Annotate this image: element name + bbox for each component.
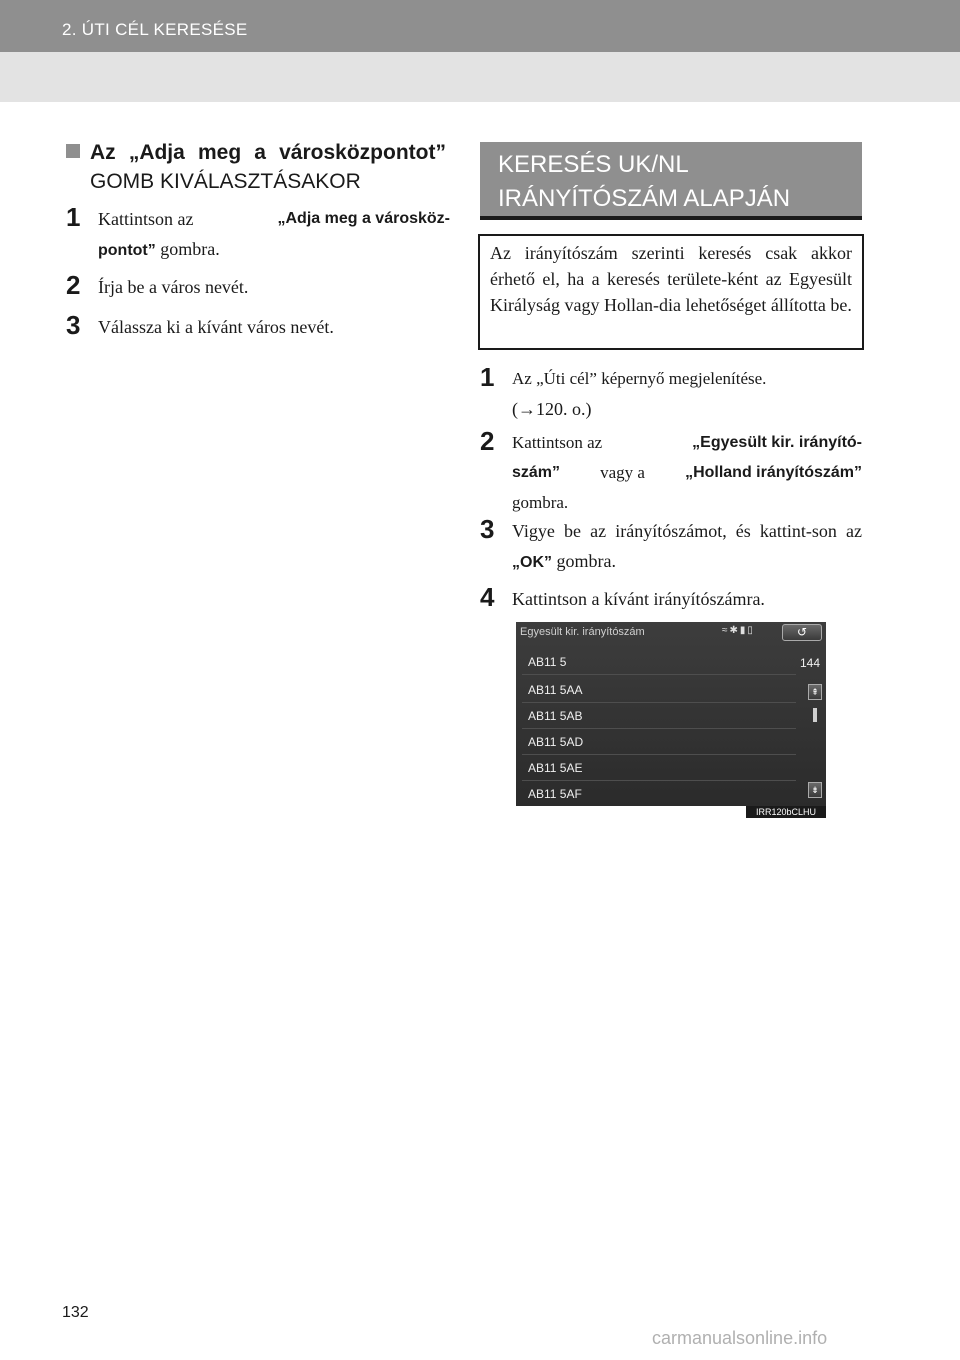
- nav-screenshot: [516, 622, 826, 806]
- step-number: 2: [66, 270, 81, 300]
- step-button-name: pontot”: [98, 242, 156, 259]
- wifi-icon: ≈: [722, 625, 730, 636]
- step-number: 1: [480, 362, 495, 392]
- step-text: Vigye be az irányítószámot, és kattint-son az: [512, 521, 862, 541]
- step-page-reference: (→120. o.): [512, 399, 592, 419]
- note-box: Az irányítószám szerinti keresés csak akkor érhető el, ha a keresés területe-ként az Egyesült Királyság vagy Hollan-dia lehetőséget állította be.: [478, 234, 864, 350]
- postcode-label: AB11 5AD: [528, 735, 584, 749]
- heading-word: „Adja: [128, 141, 185, 164]
- scroll-down-button[interactable]: [808, 782, 822, 798]
- postcode-list-item[interactable]: [522, 756, 796, 781]
- subsection-heading: [66, 138, 446, 196]
- step-number: 3: [66, 310, 81, 340]
- battery-icon: ▯: [747, 625, 755, 636]
- step-button-name: szám”: [512, 464, 561, 481]
- chapter-title: 2. ÚTI CÉL KERESÉSE: [62, 20, 248, 39]
- step-number: 3: [480, 514, 495, 544]
- right-step-4: [480, 584, 862, 614]
- postcode-label: AB11 5AE: [528, 761, 583, 775]
- postcode-list-item[interactable]: [522, 730, 796, 755]
- heading-line-2: GOMB KIVÁLASZTÁSAKOR: [90, 170, 361, 193]
- left-step-1: [66, 204, 450, 266]
- step-text: Az „Úti cél” képernyő megjelenítése.: [512, 369, 767, 388]
- step-button-name: „Holland irányítószám”: [685, 464, 862, 481]
- postcode-label: AB11 5AA: [528, 683, 583, 697]
- scrollbar-thumb[interactable]: [813, 708, 817, 722]
- step-text: gombra.: [155, 239, 220, 259]
- right-step-2: [480, 428, 862, 518]
- page-number: 132: [62, 1304, 89, 1321]
- heading-word: városközpontot”: [279, 141, 446, 164]
- step-button-name: „OK”: [512, 554, 552, 571]
- signal-icon: ▮: [739, 625, 748, 636]
- screen-title: Egyesült kir. irányítószám: [520, 626, 645, 638]
- step-text: gombra.: [512, 493, 569, 512]
- back-button[interactable]: [782, 624, 822, 641]
- postcode-list-item[interactable]: [522, 650, 796, 675]
- scroll-up-button[interactable]: [808, 684, 822, 700]
- bluetooth-icon: ✱: [729, 625, 740, 636]
- postcode-list-item[interactable]: [522, 782, 796, 806]
- double-up-arrow-icon: ⇞: [811, 687, 819, 697]
- status-icons: [722, 625, 755, 636]
- left-step-2: [66, 272, 450, 302]
- postcode-label: AB11 5AB: [528, 709, 583, 723]
- heading-word: meg: [197, 141, 242, 164]
- header-bar: [0, 0, 960, 52]
- double-down-arrow-icon: ⇟: [811, 785, 819, 795]
- postcode-label: AB11 5AF: [528, 787, 582, 801]
- postcode-list-item[interactable]: [522, 704, 796, 729]
- section-title-line-2: IRÁNYÍTÓSZÁM ALAPJÁN: [498, 185, 791, 212]
- back-arrow-icon: ↺: [796, 625, 808, 639]
- step-text: gombra.: [552, 551, 616, 571]
- result-count: 144: [800, 656, 821, 670]
- postcode-label: AB11 5: [528, 655, 567, 669]
- watermark: carmanualsonline.info: [652, 1328, 828, 1348]
- section-title-line-1: KERESÉS UK/NL: [498, 151, 689, 178]
- right-step-3: [480, 516, 862, 578]
- step-text: vagy a: [600, 463, 645, 482]
- step-text: Kattintson a kívánt irányítószámra.: [512, 589, 765, 609]
- step-button-name: „Egyesült kir. irányító-: [692, 434, 862, 451]
- square-bullet-icon: [66, 144, 80, 158]
- left-step-3: [66, 312, 450, 342]
- step-text: Válassza ki a kívánt város nevét.: [98, 317, 334, 337]
- right-step-1: [480, 364, 862, 424]
- postcode-list-item[interactable]: [522, 678, 796, 703]
- step-number: 4: [480, 582, 495, 612]
- heading-word: a: [254, 141, 266, 164]
- step-text: Írja be a város nevét.: [98, 277, 249, 297]
- header-band: [0, 52, 960, 102]
- step-text: Kattintson az: [98, 209, 194, 229]
- section-heading: [480, 142, 862, 220]
- step-button-name: „Adja meg a városköz-: [277, 210, 450, 227]
- step-number: 2: [480, 426, 495, 456]
- step-text: Kattintson az: [512, 433, 603, 452]
- heading-word: Az: [90, 141, 116, 164]
- step-number: 1: [66, 202, 81, 232]
- image-code: IRR120bCLHU: [746, 806, 826, 818]
